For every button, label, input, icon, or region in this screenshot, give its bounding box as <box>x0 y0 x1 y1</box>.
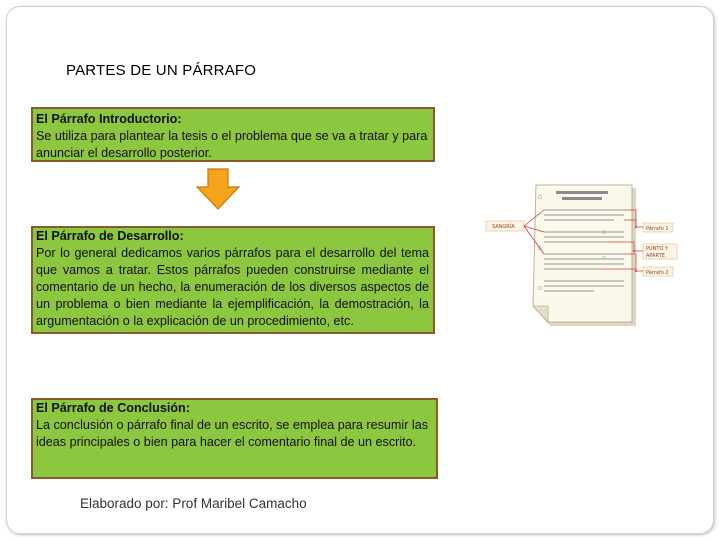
conclusion-heading: El Párrafo de Conclusión: <box>36 401 190 415</box>
conclusion-paragraph-box <box>31 398 438 479</box>
svg-text:Párrafo 2: Párrafo 2 <box>646 270 669 276</box>
development-heading: El Párrafo de Desarrollo: <box>36 229 184 243</box>
svg-text:Párrafo 1: Párrafo 1 <box>646 226 669 232</box>
svg-text:APARTE: APARTE <box>646 253 665 259</box>
paragraph-structure-illustration <box>484 182 692 330</box>
conclusion-text: La conclusión o párrafo final de un escrito, se emplea para resumir las ideas principales o bien para hacer el comentario final de un escrito. <box>36 418 429 449</box>
author-credit: Elaborado por: Prof Maribel Camacho <box>80 496 307 511</box>
svg-text:PUNTO Y: PUNTO Y <box>646 246 669 252</box>
svg-text:SANGRÍA: SANGRÍA <box>492 224 515 230</box>
down-arrow-icon <box>195 168 241 210</box>
intro-paragraph-box <box>31 107 435 162</box>
intro-text: Se utiliza para plantear la tesis o el problema que se va a tratar y para anunciar el desarrollo posterior. <box>36 129 428 160</box>
slide-title: PARTES DE UN PÁRRAFO <box>66 62 257 79</box>
development-text: Por lo general dedicamos varios párrafos para el desarrollo del tema que vamos a tratar. Estos párrafos pueden construirse mediante el comentario de un hecho, la enumeración de los diversos aspectos de un problema o bien mediante la ejemplificación, la demostración, la argumentación o la explicación de un procedimiento, etc. <box>36 246 429 328</box>
development-paragraph-box <box>31 226 435 334</box>
intro-heading: El Párrafo Introductorio: <box>36 112 182 126</box>
